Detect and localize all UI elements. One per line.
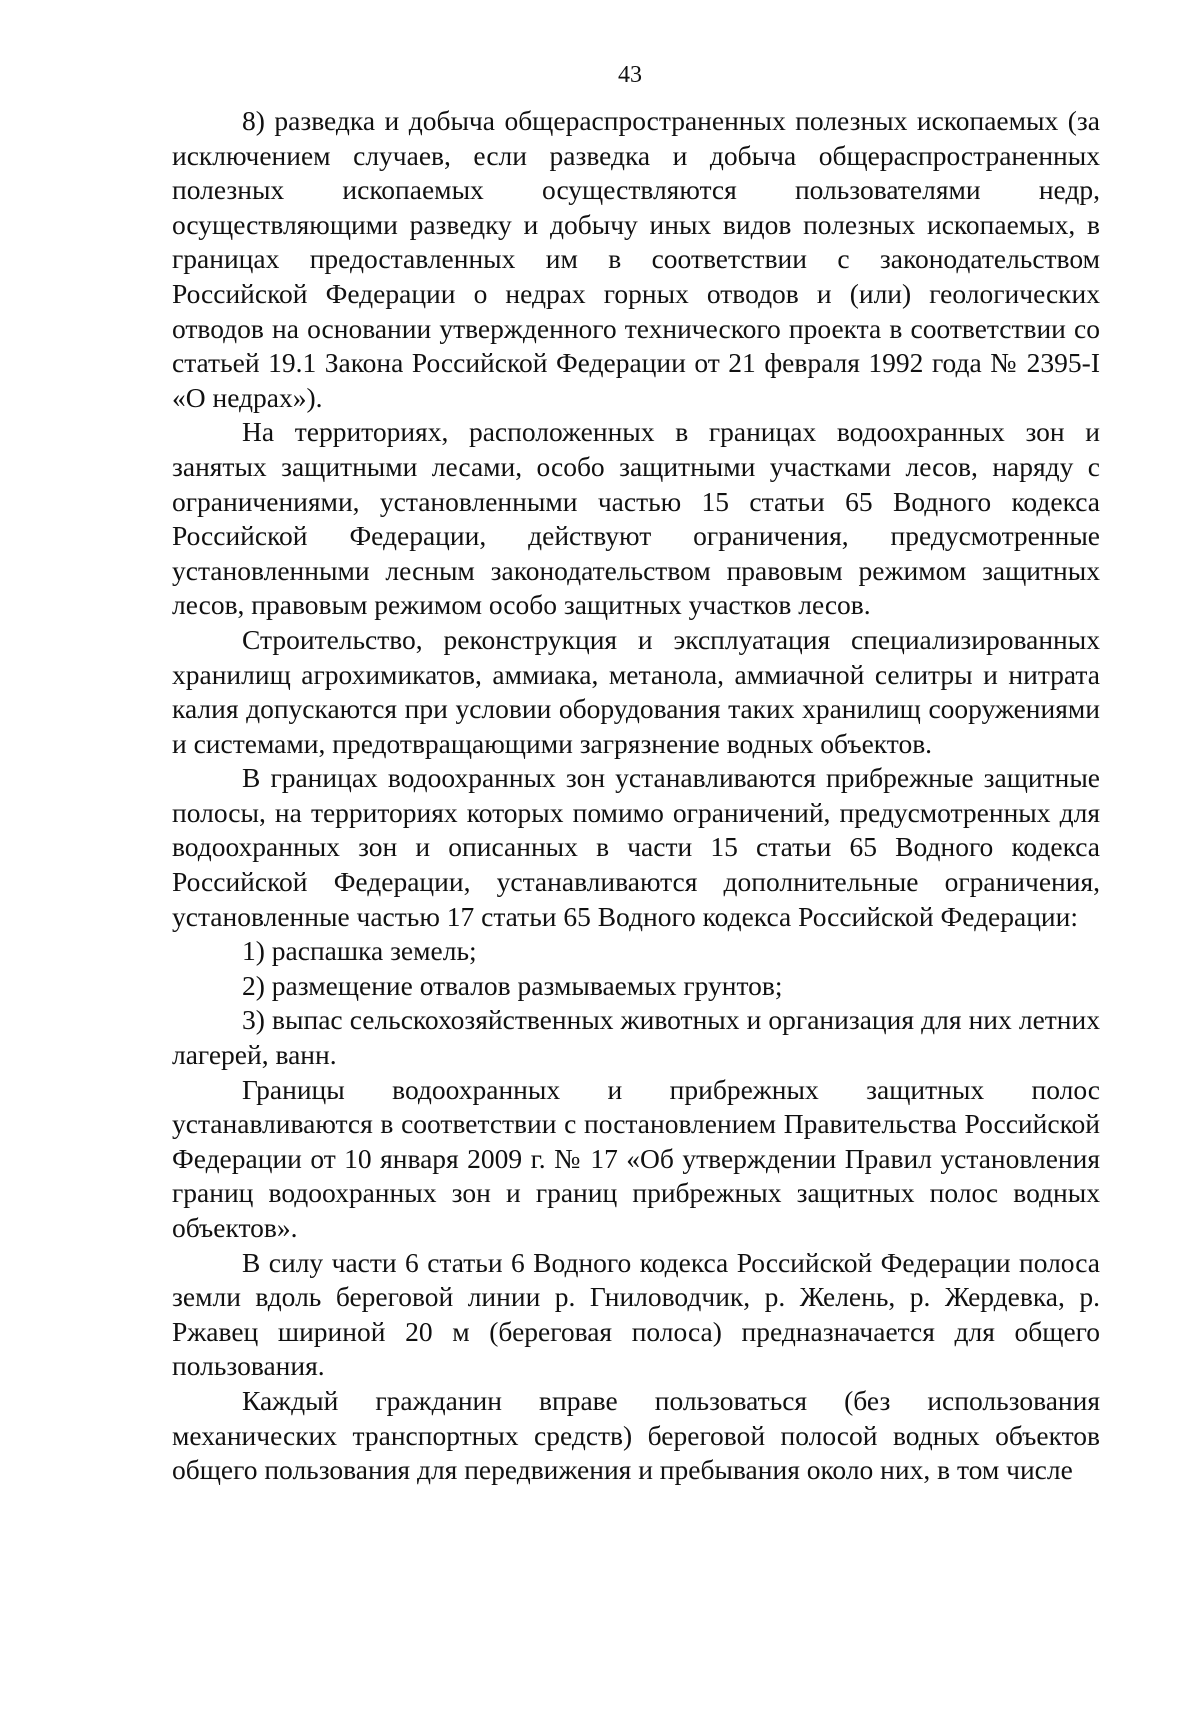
paragraph-item-8: 8) разведка и добыча общераспространенных полезных ископаемых (за исключением случаев, если разведка и добыча общераспространенных полезных ископаемых осуществляются пользователями недр, осуществляющими разведку и добычу иных видов полезных ископаемых, в границах предоставленных им в соответствии с законодательством Российской Федерации о недрах горных отводов и (или) геологических отводов на основании утвержденного технического проекта в соответствии со статьей 19.1 Закона Российской Федерации от 21 февраля 1992 года № 2395-I «О недрах»). bbox=[172, 105, 1100, 413]
document-body bbox=[172, 104, 1100, 1488]
paragraph-protective-forests: На территориях, расположенных в границах водоохранных зон и занятых защитными лесами, особо защитными участками лесов, наряду с ограничениями, установленными частью 15 статьи 65 Водного кодекса Российской Федерации, действуют ограничения, предусмотренные установленными лесным законодательством правовым режимом защитных лесов, правовым режимом особо защитных участков лесов. bbox=[172, 416, 1100, 621]
page-number: 43 bbox=[618, 62, 642, 88]
list-item-plowing: 1) распашка земель; bbox=[242, 935, 477, 967]
paragraph-coastal-protective-strips: В границах водоохранных зон устанавливаются прибрежные защитные полосы, на территориях которых помимо ограничений, предусмотренных для водоохранных зон и описанных в части 15 статьи 65 Водного кодекса Российской Федерации, устанавливаются дополнительные ограничения, установленные частью 17 статьи 65 Водного кодекса Российской Федерации: bbox=[172, 762, 1100, 932]
paragraph-boundaries-decree: Границы водоохранных и прибрежных защитных полос устанавливаются в соответствии с постановлением Правительства Российской Федерации от 10 января 2009 г. № 17 «Об утверждении Правил установления границ водоохранных зон и границ прибрежных защитных полос водных объектов». bbox=[172, 1073, 1100, 1243]
list-item-grazing: 3) выпас сельскохозяйственных животных и организация для них летних лагерей, ванн. bbox=[172, 1004, 1100, 1071]
paragraph-citizen-rights: Каждый гражданин вправе пользоваться (без использования механических транспортных средств) береговой полосой водных объектов общего пользования для передвижения и пребывания около них, в том числе bbox=[172, 1384, 1100, 1486]
list-item-dumps: 2) размещение отвалов размываемых грунтов; bbox=[242, 969, 783, 1001]
paragraph-shore-strip: В силу части 6 статьи 6 Водного кодекса Российской Федерации полоса земли вдоль береговой линии р. Гниловодчик, р. Желень, р. Жердевка, р. Ржавец шириной 20 м (береговая полоса) предназначается для общего пользования. bbox=[172, 1246, 1100, 1382]
paragraph-agrochemical-storage: Строительство, реконструкция и эксплуатация специализированных хранилищ агрохимикатов, аммиака, метанола, аммиачной селитры и нитрата калия допускаются при условии оборудования таких хранилищ сооружениями и системами, предотвращающими загрязнение водных объектов. bbox=[172, 623, 1100, 759]
